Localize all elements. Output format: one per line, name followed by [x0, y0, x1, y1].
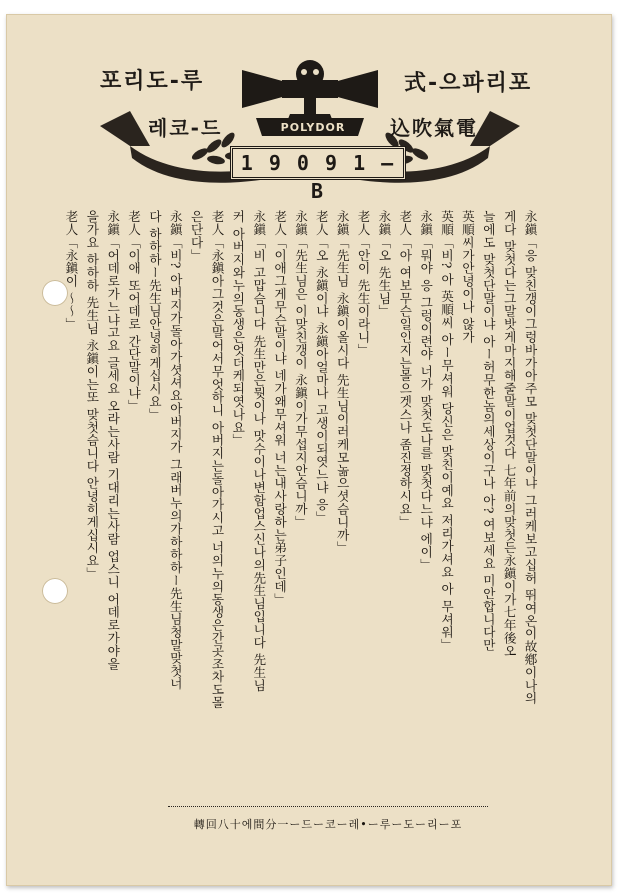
text-column: 老人「이애그게무슨말이냐 네가왜무셔워 너는내사랑하는弟子인데」 — [272, 210, 288, 606]
text-column: 을가요 하하하 先生님 永鎭이는또 맞첫슴니다 안녕히게십시요」 — [84, 210, 100, 580]
footer-divider — [168, 806, 488, 807]
text-column: 게다 맞첫다는그말밧게마지해줄말이업것다 七年前의맞첫든永鎭이가七年後오 — [501, 210, 517, 658]
header-title-left: 포리도-루 — [100, 69, 205, 94]
text-column: 永鎭「어데로가느냐고요 글세요 오라는사람 기대리는사람 업스니 어데로가야을 — [105, 210, 121, 671]
text-column: 永鎭「응 맞친갱이그렁바가아주모 맞첫단말이냐 그러케보고십허 뛰여온이故鄕이나의 — [522, 210, 538, 705]
footer-caption: 轉回八十에間分一ー드ー코ー레•ー루ー도ー리ー포 — [193, 818, 463, 831]
text-column: 永鎭「오 先生님」 — [376, 210, 392, 318]
text-column: 永鎭「뭐야 응 그렁이련야 너가 맞첫도나를 맞첫다느냐 에이」 — [418, 210, 434, 572]
text-column: 老人「이애 또어데로 간단말이냐」 — [126, 210, 142, 413]
text-column: 老人「永鎭아그것은말어서무엇하니 아버지는돌아가시고 너의누의동생은간곳조차도몰 — [209, 210, 225, 709]
header-title-right: 式-으파리포 — [404, 71, 533, 96]
text-column: 英順「비? 아 英順씨 아ー무셔워 당신은 맞친이예요 저리가셔요 아 무셔워」 — [439, 210, 455, 652]
text-column: 커 아버지와누의동생은엇더케되엿나요」 — [230, 210, 246, 447]
text-column: 다 하하하ー先生님안녕히게십시요」 — [146, 210, 162, 421]
text-column: 永鎭「비 고맙슴니다 先生만은뭣이나 맛수이나변함업스신나의先生님입니다 先生님 — [251, 210, 267, 692]
text-column: 늘에도 맞첫단말이냐 아ー허무한놈의세상이구나 아? 여보세요 미안합니다만 — [480, 210, 496, 652]
loudspeaker-icon — [242, 60, 378, 124]
text-column: 老人「오 永鎭이냐 永鎭아얼마나 고생이되엿느냐 응」 — [313, 210, 329, 524]
polydor-label: POLYDOR — [280, 121, 346, 134]
text-column: 老人「아 여보무슨일인지는몰으겟스나 좀진정하시요」 — [397, 210, 413, 529]
text-column: 永鎭「先生님 永鎭이올시다 先生님이러케모놂으셧슴니까」 — [334, 210, 350, 555]
text-column: 老人「永鎭이 〜〜」 — [63, 210, 79, 331]
text-column: 英順씨가안녕이나 않가 — [459, 210, 475, 344]
header-subtitle-left: 레코-드 — [148, 116, 223, 140]
text-column: 永鎭「비? 아버지가돌아가셧셔요아버지가 그래버누의가하하하ー先生님청말맞첫너 — [167, 210, 183, 691]
record-number: 1 9 0 9 1 — B — [230, 146, 406, 180]
script-text — [60, 210, 540, 800]
text-column: 老人「안이 先生이라니」 — [355, 210, 371, 357]
text-column: 은단다」 — [188, 210, 204, 262]
header-subtitle-right: 込吹氣電 — [390, 116, 478, 140]
text-column: 永鎭「先生님은 이맞친갱이 永鎭이가무섭지안슴니까」 — [293, 210, 308, 529]
